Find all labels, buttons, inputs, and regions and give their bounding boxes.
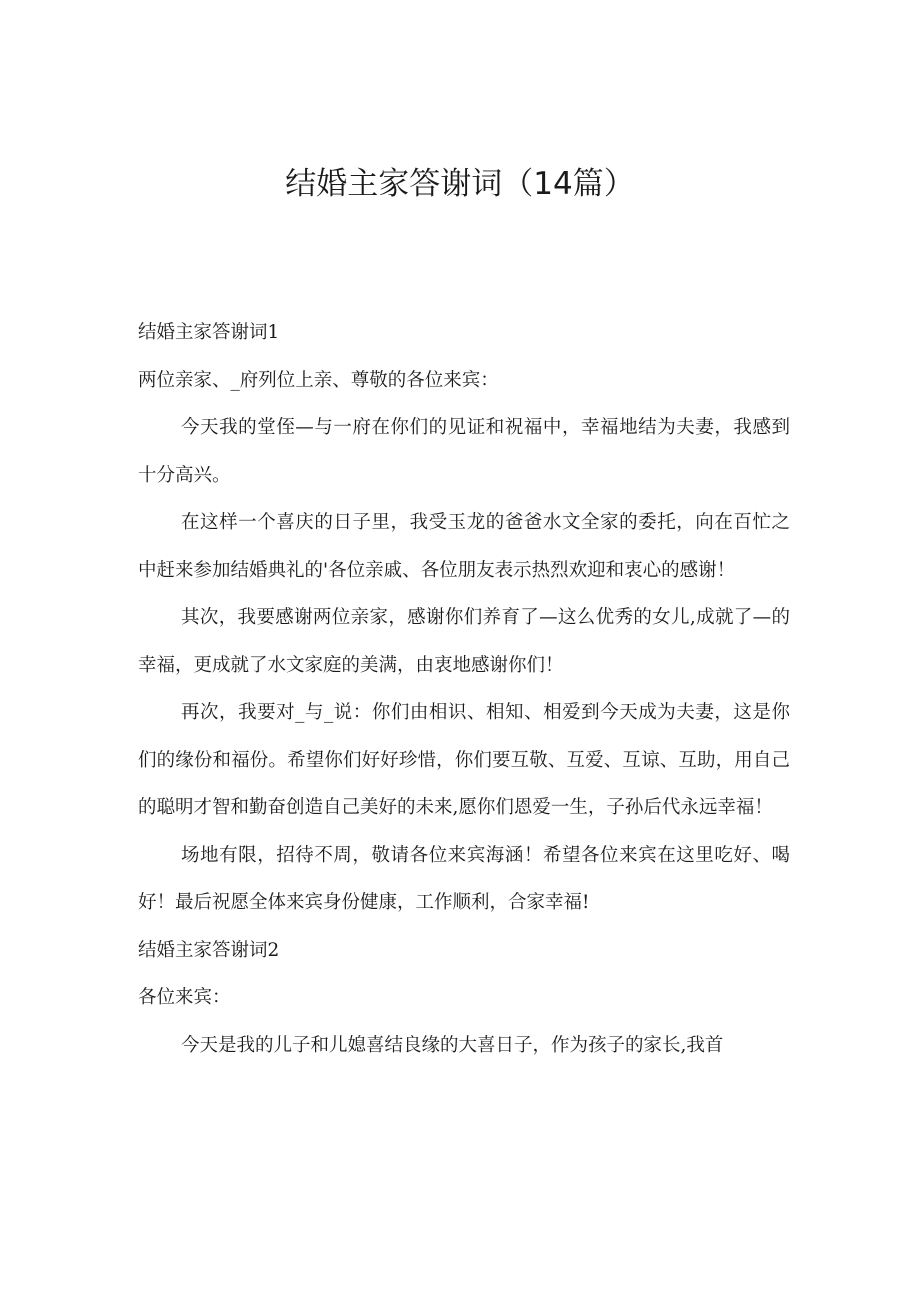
body-paragraph: 再次，我要对_与_说：你们由相识、相知、相爱到今天成为夫妻，这是你们的缘份和福份。希望你们好好珍惜，你们要互敬、互爱、互谅、互助，用自己的聪明才智和勤奋创造自己美好的未来,愿你们恩爱一生，子孙后代永远幸福！ [138,702,790,818]
body-paragraph: 其次，我要感谢两位亲家，感谢你们养育了—这么优秀的女儿,成就了—的幸福，更成就了水文家庭的美满，由衷地感谢你们！ [138,607,790,676]
salutation: 两位亲家、_府列位上亲、尊敬的各位来宾： [138,369,499,391]
body-paragraph: 今天是我的儿子和儿媳喜结良缘的大喜日子，作为孩子的家长,我首 [181,1034,724,1056]
body-paragraph: 在这样一个喜庆的日子里，我受玉龙的爸爸水文全家的委托，向在百忙之中赶来参加结婚典礼的'各位亲戚、各位朋友表示热烈欢迎和衷心的感谢！ [138,512,790,581]
body-paragraph: 场地有限，招待不周，敬请各位来宾海涵！希望各位来宾在这里吃好、喝好！最后祝愿全体来宾身份健康，工作顺利，合家幸福! [138,844,790,913]
body-paragraph: 今天我的堂侄—与一府在你们的见证和祝福中，幸福地结为夫妻，我感到十分高兴。 [138,417,790,486]
section-heading: 结婚主家答谢词1 [138,322,280,343]
salutation: 各位来宾： [138,987,231,1008]
document-body [138,309,790,1069]
section-heading: 结婚主家答谢词2 [138,939,280,961]
document-title: 结婚主家答谢词（14篇） [285,166,635,202]
